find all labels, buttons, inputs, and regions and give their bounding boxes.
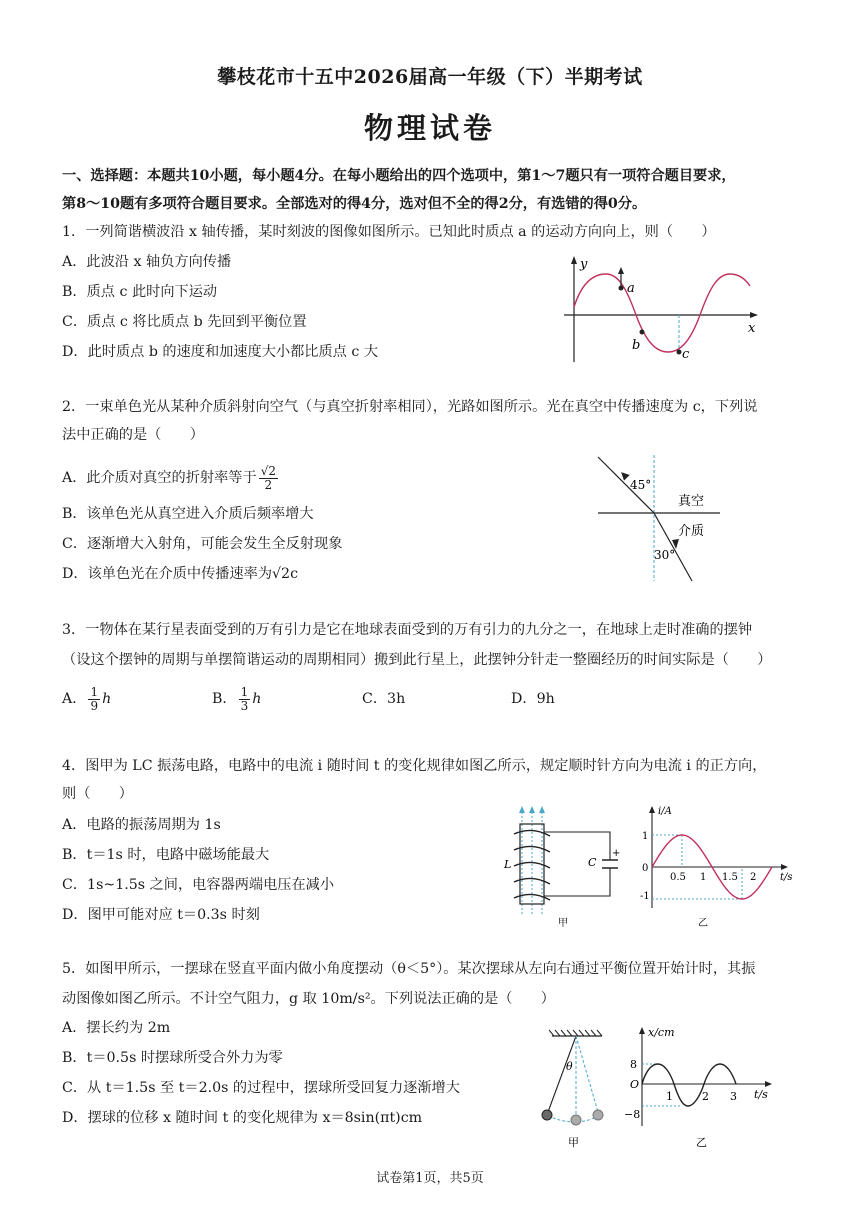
q2-option-d-text: D．该单色光在介质中传播速率为 (62, 566, 273, 582)
q2-option-a (62, 460, 280, 496)
q5-stem-2: 动图像如图乙所示。不计空气阻力，g 取 10m/s²。下列说法正确的是（ ） (62, 991, 555, 1007)
q4-L-label: L (504, 858, 512, 871)
q1-y-label: y (580, 257, 588, 272)
q2-refraction-figure (592, 453, 732, 585)
q5-chart-xtick-2: 2 (702, 1090, 709, 1103)
q1-option-b: B．质点 c 此时向下运动 (62, 284, 218, 300)
q4-jia-label: 甲 (558, 918, 568, 929)
q4-current-chart (636, 804, 796, 932)
q4-option-c: C．1s~1.5s 之间，电容器两端电压在减小 (62, 877, 335, 893)
q5-chart-y-label: x/cm (648, 1026, 675, 1039)
q3-option-a (62, 682, 111, 716)
q3-option-b-den: 3 (240, 698, 249, 713)
q5-chart-xtick-1: 1 (666, 1090, 673, 1103)
q1-x-label: x (748, 321, 756, 336)
q2-option-d-value: √2c (272, 566, 299, 582)
q5-option-a: A．摆长约为 2m (62, 1020, 171, 1036)
q1-option-a: A．此波沿 x 轴负方向传播 (62, 254, 232, 270)
q2-option-d (62, 564, 298, 584)
q3-option-a-label: A． (62, 691, 87, 707)
q2-vacuum-label: 真空 (678, 494, 705, 509)
q1-point-a: a (627, 281, 635, 296)
q2-medium-label: 介质 (678, 524, 705, 539)
page-footer: 试卷第1页，共5页 (376, 1171, 484, 1186)
q5-chart-origin: O (630, 1078, 640, 1091)
q2-option-a-den: 2 (264, 477, 273, 492)
q4-option-b: B．t＝1s 时，电路中磁场能最大 (62, 847, 270, 863)
q1-wave-curve (574, 274, 750, 352)
q3-option-a-den: 9 (90, 698, 99, 713)
q5-pendulum-figure (538, 1026, 618, 1150)
q5-chart-xtick-3: 3 (730, 1090, 737, 1103)
q3-option-c: C．3h (362, 691, 406, 707)
q3-option-a-unit: h (102, 691, 112, 707)
q3-option-a-num: 1 (90, 684, 99, 699)
q1-point-b: b (632, 338, 641, 353)
q3-option-b-unit: h (252, 691, 262, 707)
q4-yi-label: 乙 (698, 918, 708, 929)
q4-plus-label: + (612, 848, 621, 859)
q5-chart-x-label: t/s (754, 1088, 768, 1101)
q5-displacement-chart (624, 1024, 774, 1152)
q3-option-b-num: 1 (240, 684, 249, 699)
q5-stem-1: 5．如图甲所示，一摆球在竖直平面内做小角度摆动（θ＜5°）。某次摆球从左向右通过平衡位置开始计时，其振 (62, 961, 756, 977)
q5-displacement-curve (642, 1064, 736, 1106)
q5-bob-left (542, 1110, 552, 1120)
q1-point-c: c (682, 347, 690, 362)
q5-theta-label: θ (566, 1060, 573, 1073)
q4-chart-xtick-0.5: 0.5 (670, 872, 686, 883)
q1-option-c: C．质点 c 将比质点 b 先回到平衡位置 (62, 314, 307, 330)
q2-option-a-num: √2 (260, 463, 276, 478)
q4-stem-1: 4．图甲为 LC 振荡电路，电路中的电流 i 随时间 t 的变化规律如图乙所示，规定顺时针方向为电流 i 的正方向， (62, 758, 767, 774)
q4-chart-xtick-1: 1 (700, 872, 707, 883)
q4-chart-x-label: t/s (780, 872, 793, 883)
q3-stem-2: （设这个摆钟的周期与单摆简谐运动的周期相同）搬到此行星上，此摆钟分针走一整圈经历的时间实际是（ ） (62, 652, 772, 668)
q4-chart-y-label: i/A (658, 806, 672, 817)
q1-option-d: D．此时质点 b 的速度和加速度大小都比质点 c 大 (62, 344, 379, 360)
q5-bob-right (593, 1110, 603, 1120)
q5-chart-ytick-neg8: −8 (624, 1108, 641, 1121)
q4-C-label: C (588, 856, 597, 869)
q5-string (548, 1036, 576, 1112)
q2-angle-45: 45° (630, 478, 652, 492)
q5-bob-center (571, 1115, 581, 1125)
q1-stem: 1．一列简谐横波沿 x 轴传播，某时刻波的图像如图所示。已知此时质点 a 的运动方向向上，则（ ） (62, 224, 716, 240)
q4-chart-ytick-0: 0 (642, 863, 649, 874)
section-instructions-2: 第8～10题有多项符合题目要求。全部选对的得4分，选对但不全的得2分，有选错的得0分。 (62, 196, 647, 212)
q5-yi-label: 乙 (696, 1136, 707, 1149)
q4-chart-xtick-1.5: 1.5 (722, 872, 738, 883)
q2-stem-2: 法中正确的是（ ） (62, 427, 204, 443)
q4-option-a: A．电路的振荡周期为 1s (62, 817, 221, 833)
q3-option-b (212, 682, 261, 716)
exam-subject: 物理试卷 (363, 111, 496, 145)
q2-option-b: B．该单色光从真空进入介质后频率增大 (62, 506, 314, 522)
q2-angle-30: 30° (654, 548, 676, 562)
q1-wave-figure (558, 252, 768, 367)
q2-option-c: C．逐渐增大入射角，可能会发生全反射现象 (62, 536, 343, 552)
q3-option-b-label: B． (212, 691, 237, 707)
q5-chart-ytick-8: 8 (630, 1058, 637, 1071)
q3-option-d: D．9h (511, 691, 555, 707)
exam-title: 攀枝花市十五中2026届高一年级（下）半期考试 (217, 66, 643, 88)
q4-lc-circuit-figure (500, 806, 630, 930)
q3-stem-1: 3．一物体在某行星表面受到的万有引力是它在地球表面受到的万有引力的九分之一，在地球上走时准确的摆钟 (62, 622, 753, 638)
q4-option-d: D．图甲可能对应 t＝0.3s 时刻 (62, 907, 260, 923)
q4-stem-2: 则（ ） (62, 786, 133, 802)
q5-jia-label: 甲 (568, 1136, 579, 1149)
q5-option-b: B．t＝0.5s 时摆球所受合外力为零 (62, 1050, 283, 1066)
q4-chart-xtick-2: 2 (750, 872, 757, 883)
q2-option-a-text: A．此介质对真空的折射率等于 (62, 470, 257, 486)
q5-option-d: D．摆球的位移 x 随时间 t 的变化规律为 x＝8sin(πt)cm (62, 1110, 423, 1126)
section-instructions-1: 一、选择题：本题共10小题，每小题4分。在每小题给出的四个选项中，第1～7题只有一项符合题目要求， (62, 168, 736, 184)
q4-chart-ytick-neg1: -1 (640, 891, 650, 902)
q5-option-c: C．从 t＝1.5s 至 t＝2.0s 的过程中，摆球所受回复力逐渐增大 (62, 1080, 460, 1096)
q4-chart-ytick-1: 1 (642, 831, 649, 842)
q2-stem-1: 2．一束单色光从某种介质斜射向空气（与真空折射率相同），光路如图所示。光在真空中传播速度为 c，下列说 (62, 399, 758, 415)
